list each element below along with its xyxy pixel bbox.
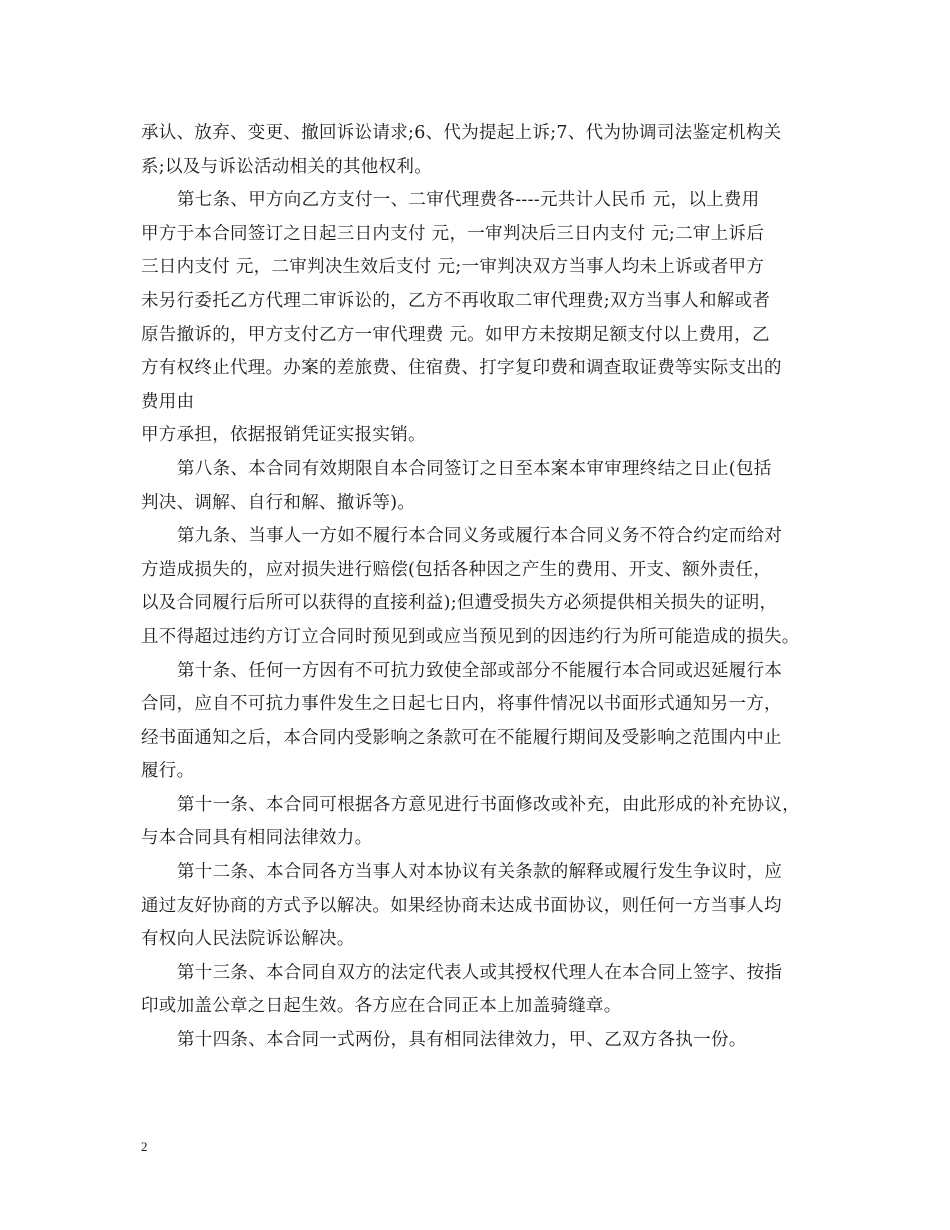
article-8-text: 第八条、本合同有效期限自本合同签订之日至本案本审审理终结之日止(包括 bbox=[177, 458, 772, 479]
text-line: 有权向人民法院诉讼解决。 bbox=[141, 929, 355, 950]
text-line: 通过友好协商的方式予以解决。如果经协商未达成书面协议，则任何一方当事人均 bbox=[141, 895, 782, 916]
page-number: 2 bbox=[141, 1139, 148, 1154]
contract-body bbox=[141, 117, 813, 1058]
article-10-text: 第十条、任何一方因有不可抗力致使全部或部分不能履行本合同或迟延履行本 bbox=[177, 660, 783, 681]
text-line: 未另行委托乙方代理二审诉讼的，乙方不再收取二审代理费;双方当事人和解或者 bbox=[141, 290, 771, 311]
text-line: 费用由 bbox=[141, 391, 195, 412]
text-line: 与本合同具有相同法律效力。 bbox=[141, 828, 373, 849]
text-line: 承认、放弃、变更、撤回诉讼请求;6、代为提起上诉;7、代为协调司法鉴定机构关 bbox=[141, 123, 782, 143]
text-line: 三日内支付 元，二审判决生效后支付 元;一审判决双方当事人均未上诉或者甲方 bbox=[141, 257, 765, 278]
article-13-text: 第十三条、本合同自双方的法定代表人或其授权代理人在本合同上签字、按指 bbox=[177, 962, 783, 983]
text-line: 且不得超过违约方订立合同时预见到或应当预见到的因违约行为所可能造成的损失。 bbox=[141, 626, 800, 647]
text-line: 以及合同履行后所可以获得的直接利益);但遭受损失方必须提供相关损失的证明， bbox=[141, 593, 778, 614]
text-line: 方造成损失的，应对损失进行赔偿(包括各种因之产生的费用、开支、额外责任， bbox=[141, 559, 772, 580]
text-line: 印或加盖公章之日起生效。各方应在合同正本上加盖骑缝章。 bbox=[141, 996, 622, 1017]
text-line: 履行。 bbox=[141, 761, 195, 782]
text-line: 方有权终止代理。办案的差旅费、住宿费、打字复印费和调查取证费等实际支出的 bbox=[141, 358, 782, 379]
text-line: 系;以及与诉讼活动相关的其他权利。 bbox=[141, 156, 432, 177]
article-12-text: 第十二条、本合同各方当事人对本协议有关条款的解释或履行发生争议时，应 bbox=[177, 862, 783, 883]
text-line: 经书面通知之后，本合同内受影响之条款可在不能履行期间及受影响之范围内中止 bbox=[141, 727, 782, 748]
article-9-text: 第九条、当事人一方如不履行本合同义务或履行本合同义务不符合约定而给对 bbox=[177, 526, 783, 547]
text-line: 原告撤诉的，甲方支付乙方一审代理费 元。如甲方未按期足额支付以上费用，乙 bbox=[141, 324, 770, 345]
article-14-text: 第十四条、本合同一式两份，具有相同法律效力，甲、乙双方各执一份。 bbox=[177, 1030, 747, 1051]
text-line: 合同，应自不可抗力事件发生之日起七日内，将事件情况以书面形式通知另一方， bbox=[141, 694, 782, 715]
text-line: 甲方于本合同签订之日起三日内支付 元，一审判决后三日内支付 元;二审上诉后 bbox=[141, 223, 765, 244]
text-line: 判决、调解、自行和解、撤诉等)。 bbox=[141, 492, 416, 513]
article-7-text: 第七条、甲方向乙方支付一、二审代理费各----元共计人民币 元，以上费用 bbox=[177, 190, 760, 211]
text-line: 甲方承担，依据报销凭证实报实销。 bbox=[141, 425, 426, 446]
article-11-text: 第十一条、本合同可根据各方意见进行书面修改或补充，由此形成的补充协议， bbox=[177, 794, 800, 815]
